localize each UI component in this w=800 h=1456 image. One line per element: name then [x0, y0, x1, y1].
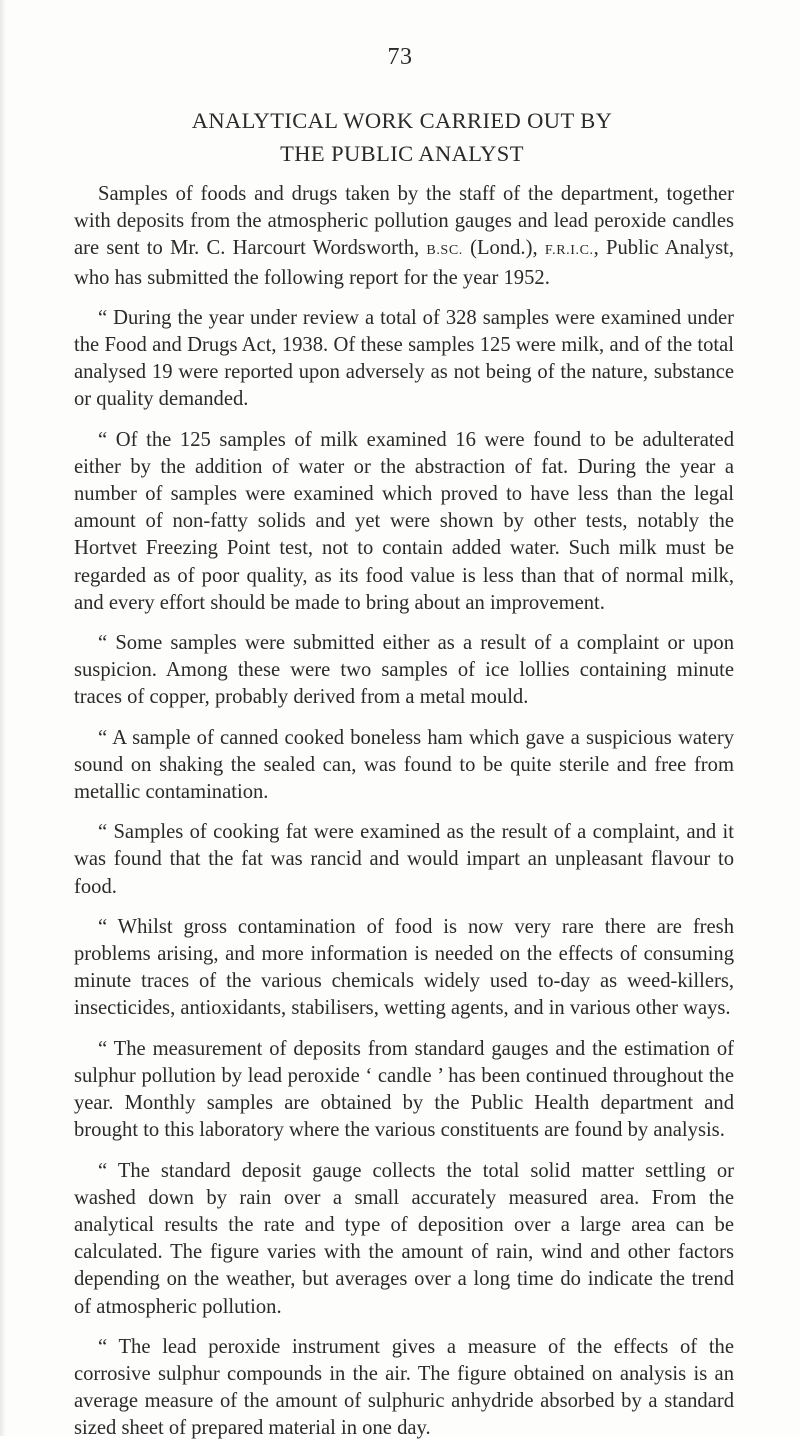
page-title [70, 104, 734, 170]
title-line-2: THE PUBLIC ANALYST [280, 141, 524, 166]
paragraph-review: “ During the year under review a total of 328 samples were examined under the Food and Drugs Act, 1938. Of these samples 125 were milk, and of the total analysed 19 were reported upon adversely as not being of the nature, substance or quality demanded. [74, 306, 734, 411]
intro-text-3: , Public Analyst, who has submitted the following report for the year 1952. [74, 237, 735, 289]
paragraph-gauge: “ The standard deposit gauge collects the total solid matter settling or washed down by rain over a small accurately measured area. From the analytical results the rate and type of deposition over a large area can be calculated. The figure varies with the amount of rain, wind and other factors depending on the weather, but averages over a long time do indicate the trend of atmospheric pollution. [74, 1159, 734, 1318]
paragraph-measurement: “ The measurement of deposits from standard gauges and the estimation of sulphur pollution by lead peroxide ‘ candle ’ has been continued throughout the year. Monthly samples are obtained by the Public Health department and brought to this laboratory where the various constituents are found by analysis. [74, 1037, 734, 1142]
page-edge-shadow [0, 0, 6, 1436]
report-body [74, 181, 734, 1456]
degree-bsc: B.SC. [426, 243, 463, 259]
paragraph-intro [74, 181, 734, 292]
paragraph-contamination: “ Whilst gross contamination of food is now very rare there are fresh problems arising, and more information is needed on the effects of consuming minute traces of the various chemicals widely used to-day as weed-killers, insecticides, antioxidants, stabilisers, wetting agents, and in various other ways. [74, 915, 734, 1020]
paragraph-complaints: “ Some samples were submitted either as a result of a complaint or upon suspicion. Among these were two samples of ice lollies containing minute traces of copper, probably derived from a metal mould. [74, 632, 734, 709]
paragraph-peroxide: “ The lead peroxide instrument gives a measure of the effects of the corrosive sulphur compounds in the air. The figure obtained on analysis is an average measure of the amount of sulphuric anhydride absorbed by a standard sized sheet of prepared material in one day. [74, 1335, 734, 1440]
intro-text-1: Samples of foods and drugs taken by the staff of the department, together with deposits from the atmospheric pollution gauges and lead peroxide candles are sent to Mr. C. Harcourt Wordsworth, [74, 183, 734, 260]
paragraph-milk: “ Of the 125 samples of milk examined 16 were found to be adulterated either by the addition of water or the abstraction of fat. During the year a number of samples were examined which proved to have less than the legal amount of non-fatty solids and yet were shown by other tests, notably the Hortvet Freezing Point test, not to contain added water. Such milk must be regarded as of poor quality, as its food value is less than that of normal milk, and every effort should be made to bring about an improvement. [74, 428, 734, 614]
page-number: 73 [387, 44, 413, 70]
intro-text-2: (Lond.), [462, 237, 545, 260]
paragraph-ham: “ A sample of canned cooked boneless ham which gave a suspicious watery sound on shaking the sealed can, was found to be quite sterile and free from metallic contamination. [74, 726, 734, 804]
title-line-1: ANALYTICAL WORK CARRIED OUT BY [191, 108, 613, 133]
paragraph-fat: “ Samples of cooking fat were examined as the result of a complaint, and it was found that the fat was rancid and would impart an unpleasant flavour to food. [74, 821, 734, 898]
degree-fric: F.R.I.C. [544, 243, 594, 259]
